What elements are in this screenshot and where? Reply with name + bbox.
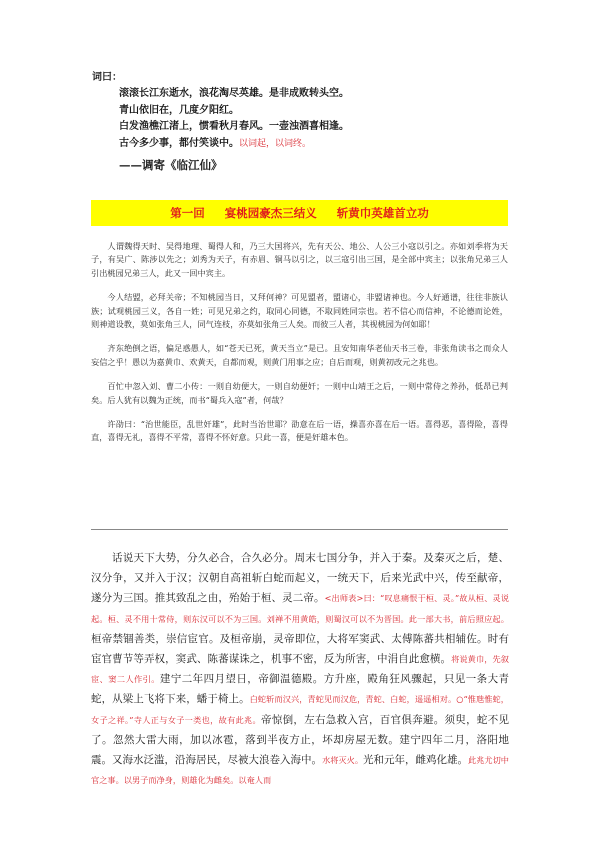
poem-line-4-text: 古今多少事，都付笑谈中。	[119, 137, 239, 149]
chapter-title-part-2: 斩黄巾英雄首立功	[336, 206, 429, 220]
main-paragraph	[91, 548, 509, 790]
inline-annotation-2: 将说黄巾，先叙宦、窦二人作引。	[91, 654, 509, 685]
inline-annotation-1: <出师表>曰：“叹息痛恨于桓、灵。”故从桓、灵说起。桓、灵不用十常侍，则东汉可以不为三国。刘禅不用黄皓，则蜀汉可以不为晋国。此一部大书，前后照应起。	[91, 593, 510, 624]
main-text-run-4: 帝惊倒，左右急救入宫，百官俱奔避。须臾，蛇不见了。忽然大雷大雨，加以冰雹，落到半夜方止，坏却房屋无数。建宁四年二月，洛阳地震。又海水泛滥，沿海居民，尽被大浪卷入海中。	[91, 713, 510, 767]
main-text-run-3: 建宁二年四月望日，帝御温德殿。方升座，殿角狂风骤起，只见一条大青蛇，从梁上飞将下来，蟠于椅上。	[91, 673, 509, 706]
commentary-paragraph-3: 齐东绝倒之语，偏足惑愚人，如“苍天已死，黄天当立”是已。且安知南华老仙天书三卷，非张角读书之而众人妄信之乎！愚以为嘉黄巾、欢黄天，自都而观，则黄门用事之应；自后而观，则黄初改元之兆也。	[91, 343, 508, 367]
main-text-run-5: 光和元年，雌鸡化雄。	[363, 754, 469, 767]
poem-annotation: 以词起，以词终。	[239, 138, 312, 149]
inline-annotation-4: 水将灭火。	[322, 755, 364, 766]
poem-line-2: 青山依旧在，几度夕阳红。	[119, 104, 239, 116]
chapter-title-banner	[91, 200, 508, 226]
commentary-paragraph-2: 今人结盟，必拜关帝；不知桃园当日，又拜何神？可见盟者，盟诸心，非盟诸神也。今人好通谱，往往非族认族；试观桃园三义，各自一姓；可见兄弟之约，取同心同德，不取同姓同宗也。若不信心而信神，不论德而论姓，则神道设教，莫如张角三人，同气连枝，亦莫如张角三人矣。而彼三人者，其视桃园为何如耶！	[91, 292, 508, 330]
main-text-run-2: 桓帝禁锢善类，崇信宦官。及桓帝崩，灵帝即位，大将军窦武、太傅陈蕃共相辅佐。时有宦官曹节等弄权，窦武、陈蕃谋诛之，机事不密，反为所害，中涓自此愈横。	[91, 632, 509, 666]
commentary-paragraph-5: 许劭曰：“治世能臣，乱世奸雄”，此时当治世耶？劭意在后一语，操喜亦喜在后一语。喜得恶，喜得险，喜得直，喜得无礼，喜得不平常，喜得不怀好意。只此一喜，便是奸雄本色。	[91, 419, 508, 443]
poem-line-1: 滚滚长江东逝水，浪花淘尽英雄。是非成败转头空。	[119, 88, 349, 99]
chapter-number: 第一回	[170, 206, 205, 220]
ci-label: 词曰：	[92, 72, 122, 83]
poem-section	[92, 70, 522, 174]
inline-annotation-5: 此兆尤切中官之事。以男子而净身，则雄化为雌矣。以奄人而	[91, 755, 509, 786]
commentary-paragraph-1: 人谓魏得天时、吴得地理、蜀得人和，乃三大国将兴，先有天公、地公、人公三小寇以引之。亦如刘季将为天子，有吴广、陈涉以先之；刘秀为天子，有赤眉、铜马以引之，以三寇引出三国，是全部中宾主；以张角兄弟三人引出桃园兄弟三人，此又一回中宾主。	[91, 241, 508, 278]
commentary-paragraph-4: 百忙中忽入刘、曹二小传：一则自幼便大，一则自幼便奸；一则中山靖王之后，一则中常侍之养孙，低昂已判矣。后人犹有以魏为正统，而书“蜀兵入寇”者，何哉？	[91, 381, 508, 405]
tune-title: ——调寄《临江仙》	[119, 158, 223, 172]
poem-line-3: 白发渔樵江渚上，惯看秋月春风。一壶浊酒喜相逢。	[119, 121, 349, 132]
main-text-section	[91, 548, 509, 790]
chapter-title-part-1: 宴桃园豪杰三结义	[224, 206, 317, 220]
section-divider	[91, 529, 508, 530]
poem-line-4	[119, 136, 522, 153]
main-text-run-1: 话说天下大势，分久必合，合久必分。周末七国分争，并入于秦。及秦灭之后，楚、汉分争，又并入于汉；汉朝自高祖斩白蛇而起义，一统天下，后来光武中兴，传至献帝，遂分为三国。推其致乱之由，殆始于桓、灵二帝。	[91, 552, 509, 605]
inline-annotation-3: 白蛇斩而汉兴，青蛇见而汉危，青蛇、白蛇，遥遥相对。○“惟虺惟蛇，女子之祥。”寺人正与女子一类也，故有此兆。	[91, 694, 509, 725]
commentary-section	[91, 240, 508, 456]
